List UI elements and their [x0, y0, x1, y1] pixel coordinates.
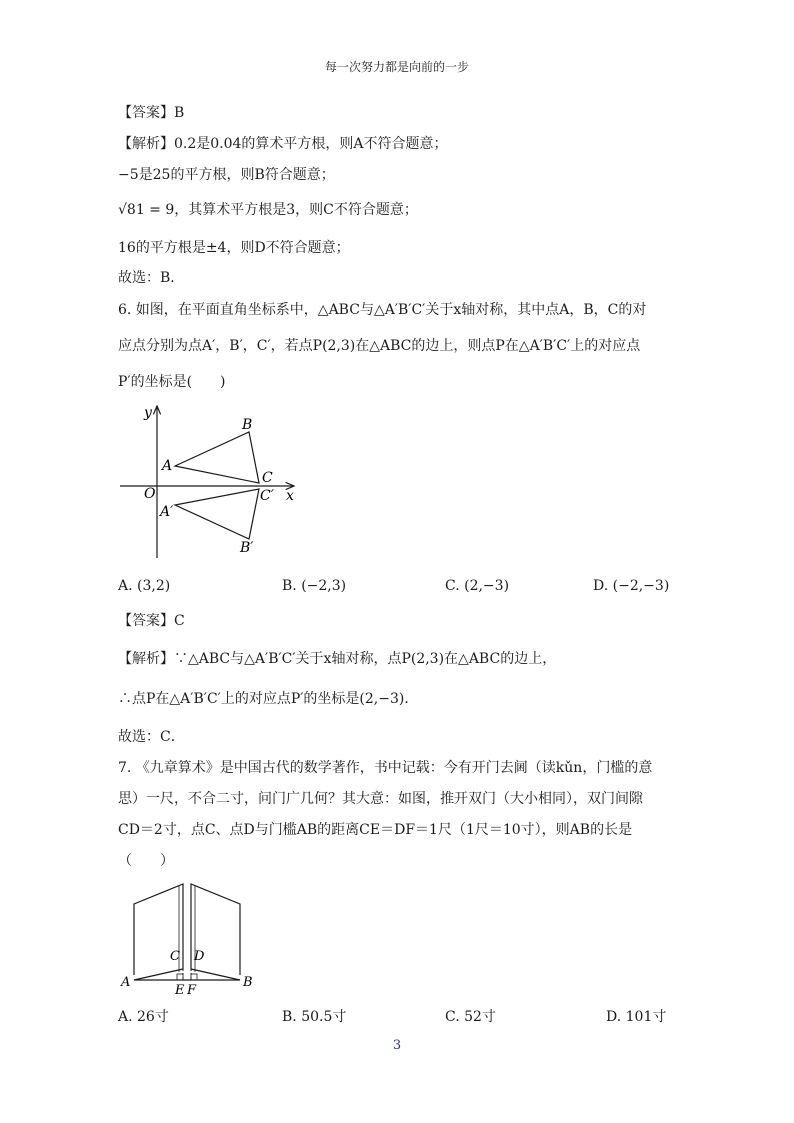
- q6-analysis-line-3: 故选：C．: [118, 729, 185, 745]
- q6-option-d: D. (−2,−3): [593, 578, 670, 594]
- q5-analysis-line-3: √81 = 9，其算术平方根是3，则C不符合题意；: [118, 202, 418, 218]
- page-number: 3: [392, 1038, 402, 1053]
- label-c: C: [170, 949, 180, 964]
- label-a: A: [162, 458, 173, 474]
- q5-analysis-line-5: 故选：B．: [118, 270, 185, 286]
- q6-analysis-line-1: 【解析】∵△ABC与△A′B′C′关于x轴对称，点P(2,3)在△ABC的边上，: [118, 651, 557, 667]
- q7-stem-line-1: 7. 《九章算术》是中国古代的数学著作，书中记载：今有开门去阃（读kǔn，门槛的意: [118, 760, 653, 776]
- label-o: O: [144, 486, 156, 502]
- label-e: E: [175, 983, 185, 998]
- label-a: A: [121, 975, 131, 990]
- q6-option-a: A. (3,2): [118, 578, 171, 594]
- q5-answer: 【答案】B: [118, 105, 185, 121]
- label-x: x: [286, 488, 294, 504]
- q5-analysis-line-1: 【解析】0.2是0.04的算术平方根，则A不符合题意；: [118, 136, 448, 152]
- right-angle-f: [191, 974, 197, 980]
- q7-option-a: A. 26寸: [118, 1009, 169, 1025]
- q6-stem-line-3: P′的坐标是( ): [118, 374, 226, 390]
- q7-option-d: D. 101寸: [606, 1009, 667, 1025]
- q6-answer: 【答案】C: [118, 613, 185, 629]
- label-b: B: [242, 417, 253, 433]
- label-c: C: [262, 470, 273, 486]
- label-f: F: [187, 983, 197, 998]
- label-b-prime: B′: [240, 540, 254, 556]
- segment-db: [191, 969, 240, 980]
- q6-analysis-line-2: ∴点P在△A′B′C′上的对应点P′的坐标是(2,−3)．: [118, 691, 419, 707]
- q6-option-c: C. (2,−3): [445, 578, 510, 594]
- q6-stem-line-2: 应点分别为点A′，B′，C′，若点P(2,3)在△ABC的边上，则点P在△A′B′C′上的对应点: [118, 338, 641, 354]
- label-c-prime: C′: [260, 488, 274, 504]
- q6-coordinate-figure: [112, 400, 307, 565]
- q5-analysis-line-2: −5是25的平方根，则B符合题意；: [118, 167, 335, 183]
- page-header: 每一次努力都是向前的一步: [324, 60, 469, 74]
- triangle-abc: [175, 432, 259, 483]
- triangle-abc-prime: [175, 489, 259, 539]
- q7-stem-line-3: CD＝2寸，点C、点D与门槛AB的距离CE＝DF＝1尺（1尺＝10寸），则AB的长是: [118, 822, 633, 838]
- label-a-prime: A′: [160, 504, 174, 520]
- right-angle-e: [177, 974, 183, 980]
- q7-stem-line-2: 思）一尺，不合二寸，问门广几何？其大意：如图，推开双门（大小相同），双门间隙: [118, 791, 643, 807]
- q7-option-b: B. 50.5寸: [282, 1009, 347, 1025]
- q6-option-b: B. (−2,3): [282, 578, 347, 594]
- label-d: D: [194, 949, 205, 964]
- q7-stem-line-4: （ ）: [118, 853, 174, 869]
- q7-option-c: C. 52寸: [445, 1009, 496, 1025]
- label-b: B: [243, 975, 253, 990]
- q7-door-figure: [118, 876, 268, 1001]
- q5-analysis-line-4: 16的平方根是±4，则D不符合题意；: [118, 240, 350, 256]
- label-y: y: [144, 405, 152, 421]
- segment-ac: [134, 969, 183, 980]
- q6-stem-line-1: 6. 如图，在平面直角坐标系中，△ABC与△A′B′C′关于x轴对称，其中点A，B，C的对: [118, 302, 647, 318]
